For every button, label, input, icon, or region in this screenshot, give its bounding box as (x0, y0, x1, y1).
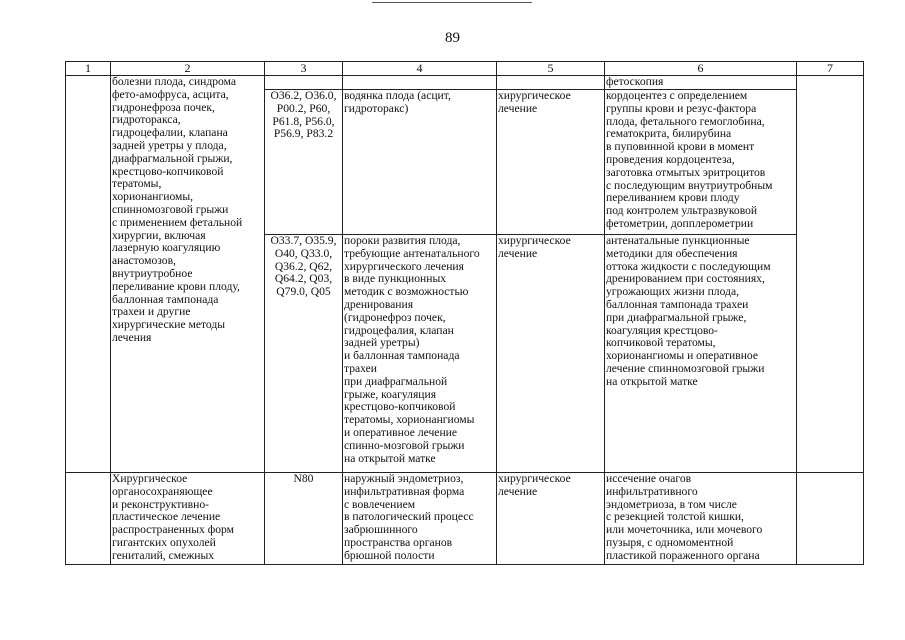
column-number-6: 6 (605, 62, 797, 76)
row-b-diagnosis-codes: N80 (265, 473, 343, 565)
row-a2-method: антенатальные пункционные методики для обеспечения оттока жидкости с последующим дренированием при состояниях, угрожающих жизни плода, баллонная тампонада трахеи при диафрагмальной грыже, коагуляция крестцово- копчиковой тератомы, хорионангиомы и оперативное лечение спинномозговой грыжи на открытой матке (605, 235, 797, 473)
row-b-treatment-type: Хирургическое органосохраняющее и реконструктивно- пластическое лечение распространенных форм гигантских опухолей гениталий, смежных (111, 473, 265, 565)
medical-procedures-table (65, 61, 864, 565)
table-row (66, 473, 864, 565)
row-a2-treatment: хирургическое лечение (497, 235, 605, 473)
top-rule (372, 2, 532, 3)
row-b-col7 (797, 473, 864, 565)
row-a0-method: фетоскопия (605, 76, 797, 90)
row-a0-model (343, 76, 497, 90)
row-b-method: иссечение очагов инфильтративного эндометриоза, в том числе с резекцией толстой кишки, или мочеточника, или мочевого пузыря, с одномоментной пластикой пораженного органа (605, 473, 797, 565)
column-number-3: 3 (265, 62, 343, 76)
row-b-treatment: хирургическое лечение (497, 473, 605, 565)
row-a2-model: пороки развития плода, требующие антенатального хирургического лечения в виде пункционных методик с возможностью дренирования (гидронефроз почек, гидроцефалия, клапан задней уретры) и баллонная тампонада трахеи при диафрагмальной грыже, коагуляция крестцово-копчиковой тератомы, хорионангиомы и оперативное лечение спинно-мозговой грыжи на открытой матке (343, 235, 497, 473)
row-a-col1 (66, 76, 111, 473)
row-a-col7 (797, 76, 864, 473)
table-row (66, 76, 864, 90)
column-number-4: 4 (343, 62, 497, 76)
row-a-treatment-type: болезни плода, синдрома фето-амофруса, асцита, гидронефроза почек, гидроторакса, гидроцефалии, клапана задней уретры у плода, диафрагмальной грыжи, крестцово-копчиковой тератомы, хорионангиомы, спинномозговой грыжи с применением фетальной хирургии, включая лазерную коагуляцию анастомозов, внутриутробное переливание крови плоду, баллонная тампонада трахеи и другие хирургические методы лечения (111, 76, 265, 473)
row-a1-treatment: хирургическое лечение (497, 90, 605, 235)
row-b-col1 (66, 473, 111, 565)
page-number: 89 (445, 30, 460, 46)
row-a0-diagnosis-codes (265, 76, 343, 90)
column-number-5: 5 (497, 62, 605, 76)
column-number-7: 7 (797, 62, 864, 76)
column-number-1: 1 (66, 62, 111, 76)
row-a1-diagnosis-codes: O36.2, O36.0, P00.2, P60, P61.8, P56.0, P56.9, P83.2 (265, 90, 343, 235)
row-b-model: наружный эндометриоз, инфильтративная форма с вовлечением в патологический процесс забрюшинного пространства органов брюшной полости (343, 473, 497, 565)
column-number-2: 2 (111, 62, 265, 76)
row-a2-diagnosis-codes: O33.7, O35.9, O40, Q33.0, Q36.2, Q62, Q64.2, Q03, Q79.0, Q05 (265, 235, 343, 473)
row-a1-method: кордоцентез с определением группы крови и резус-фактора плода, фетального гемоглобина, гематокрита, билирубина в пуповинной крови в момент проведения кордоцентеза, заготовка отмытых эритроцитов с последующим внутриутробным переливанием крови плоду под контролем ультразвуковой фетометрии, допплерометрии (605, 90, 797, 235)
row-a1-model: водянка плода (асцит, гидроторакс) (343, 90, 497, 235)
column-number-row (66, 62, 864, 76)
row-a0-treatment (497, 76, 605, 90)
